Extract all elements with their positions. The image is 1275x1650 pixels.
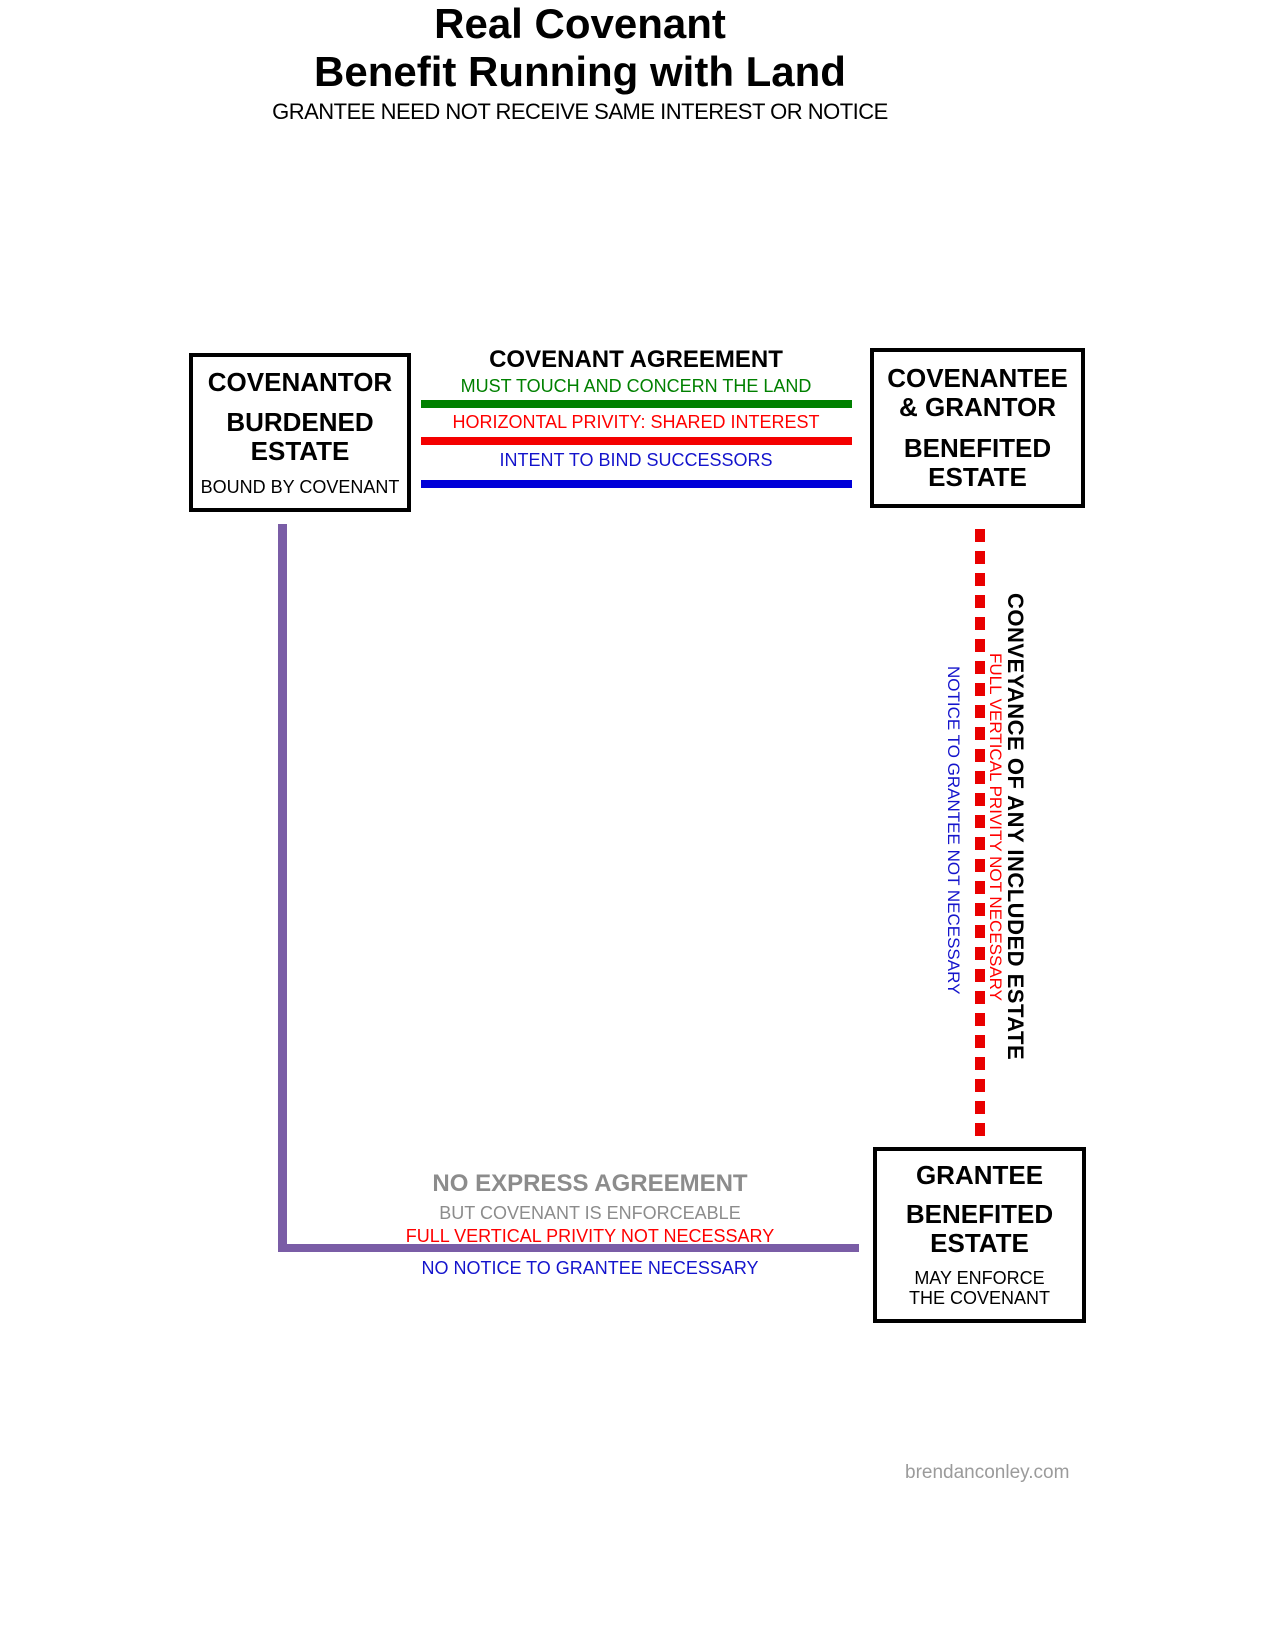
- requirement-intent-bar: [421, 480, 852, 488]
- covenant-agreement-heading: COVENANT AGREEMENT: [489, 346, 783, 373]
- site-credit: brendanconley.com: [905, 1462, 1070, 1483]
- covenantor-estate-label: BURDENED ESTATE: [226, 406, 374, 466]
- covenantor-box: [189, 353, 411, 512]
- requirement-intent-label: INTENT TO BIND SUCCESSORS: [499, 450, 773, 470]
- covenantor-role-label: COVENANTOR: [207, 366, 393, 397]
- burden-path-vertical-line: [278, 524, 287, 1252]
- no-express-agreement-heading: NO EXPRESS AGREEMENT: [432, 1170, 748, 1197]
- conveyance-notice-note: NOTICE TO GRANTEE NOT NECESSARY: [944, 666, 963, 995]
- conveyance-privity-note: FULL VERTICAL PRIVITY NOT NECESSARY: [986, 653, 1005, 1001]
- page-subtitle: GRANTEE NEED NOT RECEIVE SAME INTEREST OR NOTICE: [272, 98, 888, 124]
- grantee-note-line2: THE COVENANT: [908, 1288, 1050, 1309]
- requirement-touch-concern-bar: [421, 400, 852, 408]
- title-block: [0, 0, 1160, 125]
- covenant-enforceable-note: BUT COVENANT IS ENFORCEABLE: [439, 1202, 741, 1223]
- grantee-role-label: GRANTEE: [915, 1159, 1044, 1190]
- grantee-note-line1: MAY ENFORCE: [914, 1267, 1045, 1288]
- vertical-privity-note: FULL VERTICAL PRIVITY NOT NECESSARY: [405, 1225, 775, 1246]
- page-title-line2: Benefit Running with Land: [314, 47, 846, 95]
- no-express-agreement-group: [340, 1170, 840, 1278]
- covenantee-role-label: COVENANTEE & GRANTOR: [887, 362, 1068, 422]
- grantee-note: [909, 1268, 1050, 1309]
- covenantor-note: BOUND BY COVENANT: [200, 476, 400, 497]
- covenantee-box: [870, 348, 1085, 508]
- grantee-box: [873, 1147, 1086, 1323]
- covenantee-estate-label: BENEFITED ESTATE: [903, 432, 1052, 493]
- conveyance-label: CONVEYANCE OF ANY INCLUDED ESTATE: [1003, 593, 1028, 1061]
- requirement-horizontal-privity-bar: [421, 437, 852, 445]
- grantee-estate-label: BENEFITED ESTATE: [905, 1198, 1054, 1258]
- page-title-line1: Real Covenant: [434, 0, 726, 47]
- requirement-horizontal-privity-label: HORIZONTAL PRIVITY: SHARED INTEREST: [452, 412, 820, 432]
- no-notice-note: NO NOTICE TO GRANTEE NECESSARY: [421, 1258, 759, 1278]
- conveyance-dashed-line: [975, 529, 985, 1137]
- requirement-touch-concern-label: MUST TOUCH AND CONCERN THE LAND: [460, 376, 812, 396]
